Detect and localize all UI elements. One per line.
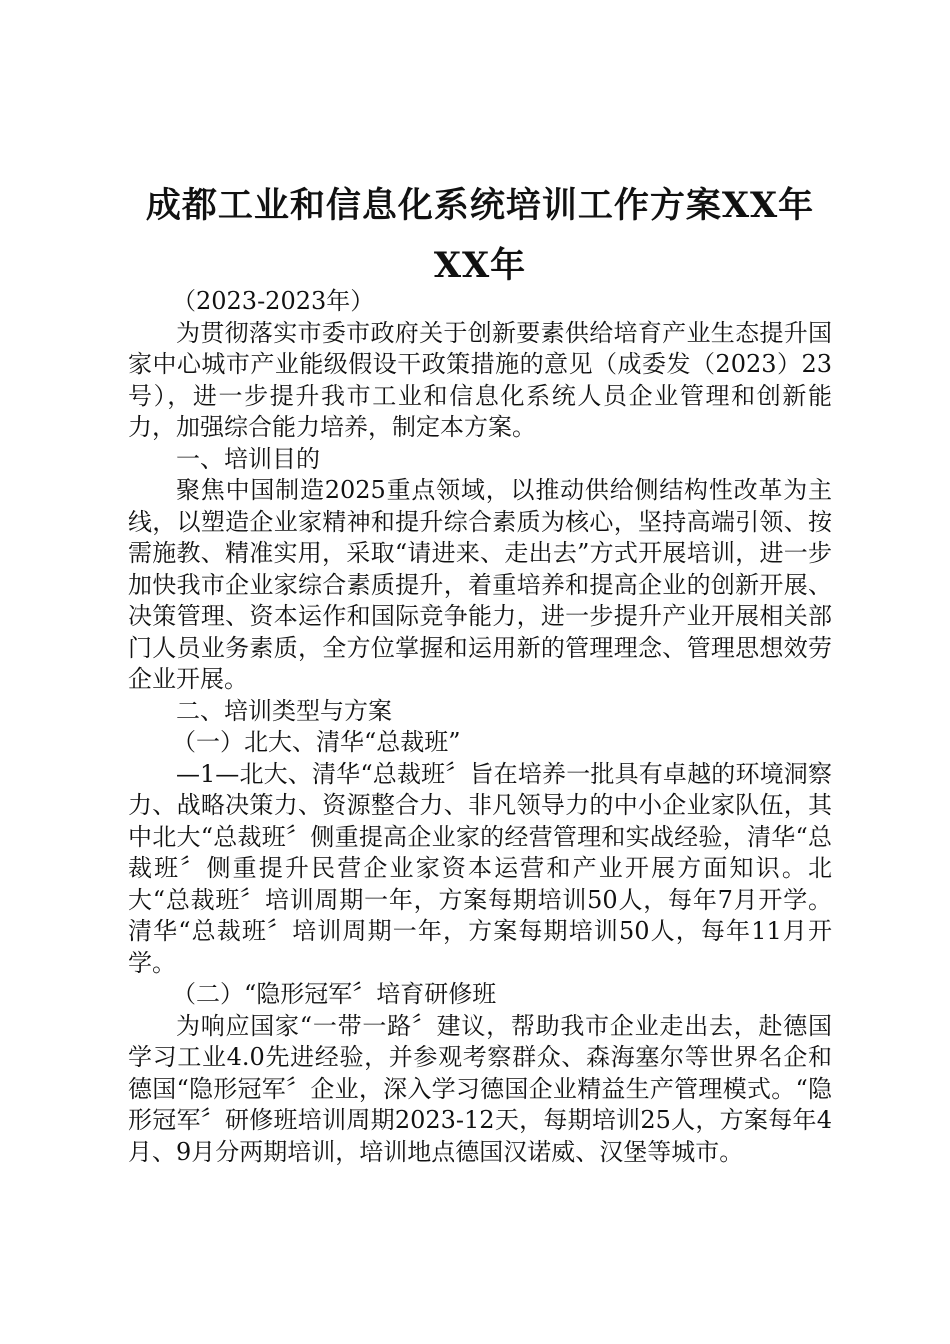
president-class-paragraph: —1—北大、清华“总裁班〞旨在培养一批具有卓越的环境洞察力、战略决策力、资源整合力、非凡领导力的中小企业家队伍，其中北大“总裁班〞侧重提高企业家的经营管理和实战经验，清华“总裁班〞侧重提升民营企业家资本运营和产业开展方面知识。北大“总裁班〞培训周期一年，方案每期培训50人，每年7月开学。清华“总裁班〞培训周期一年，方案每期培训50人，每年11月开学。: [128, 759, 832, 977]
section-heading-training-types: 二、培训类型与方案: [176, 696, 392, 725]
training-purpose-paragraph: 聚焦中国制造2025重点领域，以推动供给侧结构性改革为主线，以塑造企业家精神和提升综合素质为核心，坚持高端引领、按需施教、精准实用，采取“请进来、走出去”方式开展培训，进一步加快我市企业家综合素质提升，着重培养和提高企业的创新开展、决策管理、资本运作和国际竞争能力，进一步提升产业开展相关部门人员业务素质，全方位掌握和运用新的管理理念、管理思想效劳企业开展。: [128, 476, 832, 693]
intro-paragraph: 为贯彻落实市委市政府关于创新要素供给培育产业生态提升国家中心城市产业能级假设干政策措施的意见（成委发（2023）23号），进一步提升我市工业和信息化系统人员企业管理和创新能力，加强综合能力培养，制定本方案。: [128, 318, 832, 441]
section-heading-training-purpose: 一、培训目的: [176, 444, 320, 473]
subsection-heading-hidden-champion: （二）“隐形冠军〞培育研修班: [172, 980, 497, 1008]
hidden-champion-paragraph: 为响应国家“一带一路〞建议，帮助我市企业走出去，赴德国学习工业4.0先进经验，并参观考察群众、森海塞尔等世界名企和德国“隐形冠军〞企业，深入学习德国企业精益生产管理模式。“隐形冠军〞研修班培训周期2023-12天，每期培训25人，方案每年4月、9月分两期培训，培训地点德国汉诺威、汉堡等城市。: [128, 1011, 832, 1166]
subsection-heading-president-class: （一）北大、清华“总裁班”: [172, 728, 461, 756]
document-title: 成都工业和信息化系统培训工作方案XX年XX年: [145, 185, 815, 286]
document-body: [128, 286, 832, 1168]
year-range: （2023-2023年）: [172, 287, 375, 315]
